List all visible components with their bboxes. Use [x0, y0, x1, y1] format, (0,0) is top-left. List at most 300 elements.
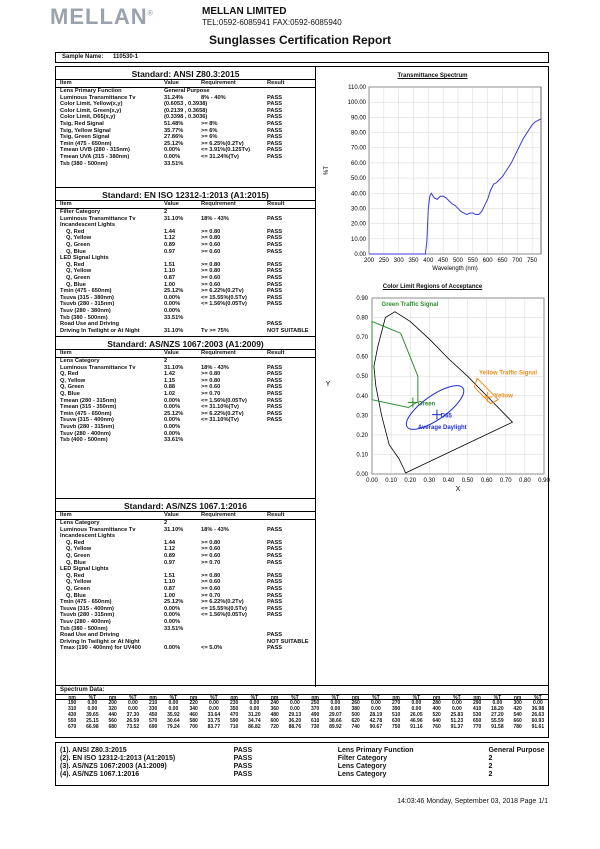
- table-cell: [164, 632, 201, 639]
- table-cell: [267, 222, 315, 229]
- table-cell: [267, 626, 315, 633]
- table-cell: Tsb (380 - 500nm): [60, 314, 108, 321]
- table-cell: PASS: [267, 101, 283, 108]
- table-cell: 25.12%: [164, 140, 184, 147]
- column-header: Item: [60, 201, 72, 207]
- table-cell: [201, 308, 267, 315]
- spectrum-column-header: nm: [392, 695, 400, 701]
- table-cell: PASS: [267, 404, 283, 411]
- summary-row: [56, 755, 548, 763]
- spectrum-cell: 640: [432, 718, 441, 724]
- table-cell: LED Signal Lights: [60, 255, 109, 262]
- yellow-signal-region: [474, 378, 498, 403]
- spectrum-cell: 27.20: [491, 712, 504, 718]
- table-cell: Q, Yellow: [66, 546, 92, 553]
- spectrum-cell: 29.07: [329, 712, 342, 718]
- table-cell: >= 0.70: [201, 592, 221, 599]
- table-cell: 1.15: [164, 377, 176, 384]
- table-cell: <= 3.91%(0.125Tv): [201, 147, 251, 154]
- spectrum-cell: 590: [229, 718, 239, 724]
- table-cell: Q, Red: [66, 261, 85, 268]
- spectrum-cell: 36.98: [531, 706, 545, 712]
- table-cell: <= 31.10%(Tv): [201, 417, 239, 424]
- table-header-row: [56, 201, 315, 209]
- color-limit-chart: [316, 290, 549, 505]
- table-row: [56, 242, 315, 249]
- column-header: Requirement: [201, 80, 236, 86]
- spectrum-cell: 550: [67, 718, 77, 724]
- spectrum-column-header: %T: [331, 695, 340, 701]
- table-cell: PASS: [267, 120, 283, 127]
- table-cell: PASS: [267, 417, 283, 424]
- table-cell: Tmean (315 - 350nm): [60, 404, 117, 411]
- spectrum-cell: 83.77: [207, 724, 221, 730]
- spectrum-cell: 220: [189, 700, 198, 706]
- spectrum-cell: 79.24: [167, 724, 180, 730]
- table-cell: [267, 161, 315, 168]
- table-cell: [267, 88, 315, 95]
- region-label: Average Daylight: [417, 425, 467, 432]
- spectrum-cell: 350: [229, 706, 239, 712]
- table-row: [56, 358, 315, 365]
- spectrum-cell: 680: [108, 724, 117, 730]
- table-cell: Q, Blue: [60, 390, 80, 397]
- spectrum-cell: 66.98: [86, 724, 99, 730]
- table-cell: [201, 632, 267, 639]
- color-chart-title: Color Limit Regions of Acceptance: [382, 284, 483, 290]
- table-row: [56, 154, 315, 161]
- table-row: [56, 639, 315, 646]
- y-tick-label: 80.00: [350, 130, 366, 137]
- table-cell: Q, Red: [66, 572, 85, 579]
- spectrum-column-header: %T: [291, 695, 299, 701]
- spectrum-cell: 0.00: [209, 700, 219, 706]
- table-cell: Tmean UVA (315 - 380nm): [60, 153, 130, 160]
- table-row: [56, 573, 315, 580]
- table-cell: 0.00%: [164, 307, 181, 314]
- table-cell: PASS: [267, 384, 283, 391]
- y-tick-label: 0.00: [354, 252, 366, 258]
- table-row: [56, 384, 315, 391]
- table-cell: 27.86%: [164, 134, 184, 141]
- table-cell: PASS: [267, 127, 283, 134]
- table-row: [56, 95, 315, 102]
- spectrum-cell: 0.00: [87, 700, 98, 706]
- spectrum-cell: 34.74: [248, 718, 261, 724]
- table-cell: NOT SUITABLE: [267, 638, 309, 645]
- spectrum-cell: 740: [351, 724, 360, 730]
- table-cell: 0.00%: [164, 301, 181, 308]
- summary-cell: (3). AS/NZS 1067:2003 (A1:2009): [60, 763, 167, 770]
- table-cell: NOT SUITABLE: [267, 327, 309, 334]
- table-cell: PASS: [267, 153, 283, 160]
- table-cell: [201, 108, 267, 115]
- table-cell: >= 0.80: [201, 228, 221, 235]
- spectrum-column-header: %T: [129, 695, 137, 701]
- spectrum-column-header: %T: [453, 695, 461, 701]
- green-signal-region: [372, 321, 418, 407]
- table-cell: PASS: [267, 288, 283, 295]
- x-tick-label: 0.30: [423, 478, 436, 484]
- table-cell: PASS: [267, 579, 283, 586]
- spectrum-cell: 670: [67, 724, 77, 730]
- spectrum-cell: 29.13: [288, 712, 302, 718]
- table-cell: PASS: [267, 526, 283, 533]
- summary-cell: (1). ANSI Z80.3:2015: [60, 747, 127, 754]
- table-cell: 1.00: [164, 281, 176, 288]
- table-cell: Tmax (190 - 400nm) for UV400: [60, 645, 141, 652]
- spectrum-cell: 240: [270, 700, 279, 706]
- x-tick-label: 0.10: [385, 478, 397, 484]
- table-cell: Q, Blue: [66, 559, 86, 566]
- table-cell: Tsb (380 - 500nm): [60, 160, 108, 167]
- spectrum-column-header: nm: [311, 695, 319, 701]
- spectrum-cell: 500: [351, 712, 360, 718]
- table-row: [56, 411, 315, 418]
- summary-cell: Lens Category: [337, 771, 387, 778]
- table-cell: >= 0.60: [201, 241, 221, 248]
- table-row: [56, 315, 315, 322]
- spectrum-cell: 780: [513, 724, 522, 730]
- table-row: [56, 229, 315, 236]
- table-cell: 0.00%: [164, 417, 181, 424]
- table-cell: Luminous Transmittance Tv: [60, 364, 136, 371]
- x-tick-label: 350: [408, 258, 419, 264]
- spectrum-column-header: nm: [189, 695, 198, 701]
- table-cell: Q, Yellow: [66, 268, 92, 275]
- spectrum-cell: 490: [310, 712, 320, 718]
- table-cell: PASS: [267, 241, 283, 248]
- table-cell: 1.44: [164, 228, 176, 235]
- table-row: [56, 560, 315, 567]
- table-cell: [201, 321, 267, 328]
- spectrum-cell: 36.20: [288, 718, 302, 724]
- table-cell: 1.02: [164, 390, 176, 397]
- table-cell: Q, Red: [66, 539, 85, 546]
- table-row: [56, 424, 315, 431]
- table-cell: PASS: [267, 228, 283, 235]
- spectrum-cell: 560: [108, 718, 117, 724]
- table-cell: 0.00%: [164, 397, 181, 404]
- table-cell: >= 0.60: [201, 384, 221, 391]
- table-cell: 0.00%: [164, 430, 181, 437]
- table-row: [56, 579, 315, 586]
- table-row: [56, 114, 315, 121]
- table-cell: 0.87: [164, 585, 176, 592]
- table-row: [56, 235, 315, 242]
- y-tick-label: 0.10: [356, 452, 368, 459]
- x-tick-label: 700: [512, 258, 523, 264]
- table-cell: PASS: [267, 539, 283, 546]
- table-cell: [201, 520, 267, 527]
- spectrum-cell: 0.00: [290, 706, 300, 712]
- spectrum-cell: 0.00: [371, 706, 381, 712]
- spectrum-cell: 360: [270, 706, 279, 712]
- table-cell: 25.12%: [164, 599, 184, 606]
- summary-cell: 2: [488, 763, 493, 770]
- table-cell: 0.97: [164, 559, 176, 566]
- table-cell: [201, 222, 267, 229]
- table-cell: 0.00%: [164, 147, 181, 154]
- spectrum-cell: 89.92: [329, 724, 342, 730]
- column-header: Item: [60, 512, 72, 518]
- table-row: [56, 619, 315, 626]
- spectrum-cell: 630: [391, 718, 401, 724]
- standard-table-ansi: [56, 67, 315, 188]
- y-tick-label: 10.00: [350, 236, 366, 243]
- spectrum-cell: 430: [67, 712, 77, 718]
- report-title: Sunglasses Certification Report: [208, 33, 392, 47]
- table-cell: >= 6%: [201, 127, 218, 134]
- table-cell: Q, Blue: [66, 592, 86, 599]
- spectrum-column-header: %T: [250, 695, 259, 701]
- spectrum-cell: 690: [148, 724, 158, 730]
- table-row: [56, 533, 315, 540]
- table-cell: Tsuv (280 - 400nm): [60, 618, 111, 625]
- spectrum-data-title: Spectrum Data:: [60, 687, 105, 693]
- table-cell: 0.00%: [164, 423, 181, 430]
- y-tick-label: 90.00: [350, 115, 366, 122]
- spectrum-column-header: %T: [412, 695, 421, 701]
- color-x-axis-label: X: [455, 486, 461, 493]
- y-tick-label: 30.00: [350, 206, 366, 213]
- company-logo: [50, 4, 154, 30]
- spectrum-cell: 86.82: [248, 724, 261, 730]
- summary-cell: PASS: [233, 771, 253, 778]
- spectrum-row: [56, 724, 548, 730]
- standard-table-asnzs-2003: [56, 337, 315, 499]
- table-cell: >= 0.80: [201, 235, 221, 242]
- spectrum-cell: 580: [189, 718, 198, 724]
- table-cell: LED Signal Lights: [60, 566, 109, 573]
- table-cell: Q, Blue: [66, 248, 86, 255]
- summary-row: [56, 747, 548, 755]
- standard-title: Standard: AS/NZS 1067:2003 (A1:2009): [56, 337, 315, 350]
- table-cell: PASS: [267, 410, 283, 417]
- table-cell: PASS: [267, 645, 283, 652]
- transmittance-series-line: [369, 119, 541, 254]
- y-tick-label: 0.40: [356, 393, 368, 400]
- table-cell: [267, 315, 315, 322]
- y-tick-label: 40.00: [350, 191, 366, 198]
- table-row: [56, 262, 315, 269]
- table-cell: <= 31.24%(Tv): [201, 153, 239, 160]
- spectrum-cell: 25.83: [450, 712, 464, 718]
- table-cell: PASS: [267, 559, 283, 566]
- region-label: Green Traffic Signal: [381, 301, 439, 308]
- table-cell: [201, 114, 267, 121]
- x-tick-label: 650: [497, 258, 508, 264]
- spectrum-cell: 0.00: [452, 706, 462, 712]
- table-cell: 1.42: [164, 371, 176, 378]
- table-cell: Tsig, Green Signal: [60, 134, 110, 141]
- table-row: [56, 632, 315, 639]
- table-cell: PASS: [267, 114, 283, 121]
- table-cell: 31.10%: [164, 327, 184, 334]
- table-cell: Q, Yellow: [66, 235, 92, 242]
- standard-title: Standard: AS/NZS 1067.1:2016: [56, 499, 315, 512]
- region-label: D65: [440, 413, 452, 420]
- spectrum-cell: 0.00: [168, 706, 179, 712]
- table-cell: Filter Category: [60, 209, 101, 215]
- spectrum-cell: 230: [229, 700, 239, 706]
- table-cell: Q, Green: [66, 274, 91, 281]
- table-cell: 1.10: [164, 268, 176, 275]
- spectrum-column-header: %T: [534, 695, 542, 701]
- table-cell: >= 0.60: [201, 585, 221, 592]
- table-cell: [164, 255, 201, 262]
- table-cell: Tv >= 75%: [201, 327, 229, 334]
- y-tick-label: 60.00: [350, 160, 366, 167]
- y-tick-label: 0.70: [356, 335, 368, 342]
- table-row: [56, 161, 315, 168]
- spectrum-cell: 570: [148, 718, 158, 724]
- column-header: Item: [60, 350, 72, 356]
- table-cell: Q, Red: [66, 228, 85, 235]
- table-cell: 31.24%: [164, 94, 184, 101]
- table-cell: >= 0.70: [201, 559, 221, 566]
- table-cell: 25.12%: [164, 410, 184, 417]
- company-contact: TEL:0592-6085941 FAX:0592-6085940: [202, 18, 342, 27]
- table-cell: Lens Primary Function: [60, 88, 122, 94]
- table-cell: 25.12%: [164, 288, 184, 295]
- table-row: [56, 255, 315, 262]
- spectrum-cell: 390: [391, 706, 401, 712]
- table-cell: PASS: [267, 632, 283, 639]
- summary-cell: Lens Category: [337, 763, 387, 770]
- spectrum-cell: 460: [189, 712, 198, 718]
- table-cell: <= 1.56%(0.05Tv): [201, 397, 247, 404]
- spectrum-cell: 210: [148, 700, 158, 706]
- table-row: [56, 626, 315, 633]
- table-cell: 0.00%: [164, 618, 181, 625]
- table-cell: >= 0.60: [201, 281, 221, 288]
- table-cell: [201, 639, 267, 646]
- spectrum-cell: 320: [108, 706, 117, 712]
- table-cell: >= 6.25%(0.2Tv): [201, 140, 244, 147]
- table-cell: Luminous Transmittance Tv: [60, 526, 136, 533]
- table-cell: 0.97: [164, 248, 176, 255]
- spectrum-cell: 660: [513, 718, 522, 724]
- table-row: [56, 295, 315, 302]
- table-cell: (0.2139 , 0.3658): [164, 107, 208, 114]
- spectrum-cell: 300: [513, 700, 522, 706]
- table-cell: Driving In Twilight or At Night: [60, 638, 140, 645]
- column-header: Requirement: [201, 512, 236, 518]
- table-cell: PASS: [267, 612, 283, 619]
- column-header: Requirement: [201, 350, 236, 356]
- table-cell: >= 6%: [201, 134, 218, 141]
- table-cell: 1.12: [164, 546, 176, 553]
- spectrum-cell: 510: [391, 712, 401, 718]
- summary-row: [56, 763, 548, 771]
- summary-cell: PASS: [233, 747, 253, 754]
- table-cell: >= 0.60: [201, 579, 221, 586]
- standard-title: Standard: ANSI Z80.3:2015: [56, 67, 315, 80]
- spectrum-cell: 470: [229, 712, 239, 718]
- summary-cell: 2: [488, 755, 493, 762]
- x-tick-label: 0.50: [461, 478, 474, 484]
- table-cell: PASS: [267, 215, 283, 222]
- spectrum-cell: 290: [472, 700, 482, 706]
- table-row: [56, 566, 315, 573]
- table-cell: 1.12: [164, 235, 176, 242]
- table-cell: [201, 437, 267, 444]
- spectrum-cell: 710: [229, 724, 239, 730]
- table-cell: Luminous Transmittance Tv: [60, 215, 136, 222]
- column-header: Result: [267, 512, 285, 518]
- x-tick-label: 450: [438, 258, 449, 264]
- x-tick-label: 750: [527, 258, 538, 264]
- table-cell: >= 0.60: [201, 248, 221, 255]
- table-row: [56, 88, 315, 95]
- table-cell: Q, Red: [60, 371, 79, 378]
- table-row: [56, 108, 315, 115]
- table-cell: <= 15.55%(0.5Tv): [201, 294, 247, 301]
- table-cell: >= 8%: [201, 120, 218, 127]
- table-row: [56, 321, 315, 328]
- summary-row: [56, 771, 548, 779]
- x-tick-label: 500: [452, 258, 463, 264]
- table-cell: <= 31.10%(Tv): [201, 404, 239, 411]
- table-cell: 18% - 43%: [201, 215, 229, 222]
- table-cell: Tsuva (315 - 380nm): [60, 294, 114, 301]
- table-cell: [201, 431, 267, 438]
- table-row: [56, 275, 315, 282]
- table-cell: [164, 639, 201, 646]
- spectrum-cell: 0.00: [290, 700, 300, 706]
- table-cell: [267, 437, 315, 444]
- table-cell: General Purpose: [164, 88, 210, 94]
- table-row: [56, 431, 315, 438]
- spectrum-column-header: %T: [169, 695, 178, 701]
- table-cell: 33.51%: [164, 160, 184, 167]
- standard-table-en-iso: [56, 188, 315, 337]
- table-cell: Tmean (280 - 315nm): [60, 397, 117, 404]
- table-cell: <= 5.0%: [201, 645, 223, 652]
- table-cell: PASS: [267, 546, 283, 553]
- spectrum-cell: 0.00: [249, 706, 260, 712]
- table-cell: [164, 533, 201, 540]
- x-tick-label: 0.90: [538, 478, 550, 484]
- table-cell: >= 6.22%(0.2Tv): [201, 288, 244, 295]
- table-cell: [201, 424, 267, 431]
- summary-cell: PASS: [233, 755, 253, 762]
- spectrum-cell: 0.00: [452, 700, 462, 706]
- table-cell: [267, 566, 315, 573]
- table-cell: 1.51: [164, 572, 176, 579]
- table-cell: >= 0.80: [201, 377, 221, 384]
- spectrum-cell: 700: [189, 724, 198, 730]
- column-header: Result: [267, 201, 285, 207]
- table-cell: Incandescent Lights: [60, 533, 115, 540]
- column-header: Result: [267, 80, 285, 86]
- x-tick-label: 0.70: [499, 478, 512, 484]
- table-cell: Q, Green: [66, 585, 91, 592]
- spectrum-cell: 340: [189, 706, 198, 712]
- x-tick-label: 0.00: [366, 478, 378, 484]
- spectrum-column-header: nm: [230, 695, 238, 701]
- table-cell: 0.00%: [164, 404, 181, 411]
- spectrum-cell: 55.59: [491, 718, 504, 724]
- standard-title: Standard: EN ISO 12312-1:2013 (A1:2015): [56, 188, 315, 201]
- spectrum-cell: 88.76: [288, 724, 302, 730]
- color-y-axis-label: Y: [325, 381, 331, 388]
- table-cell: (0.6053 , 0.3938): [164, 101, 208, 108]
- spectrum-cell: 90.67: [369, 724, 383, 730]
- spectrum-cell: 91.16: [410, 724, 423, 730]
- standard-table-asnzs-2016: [56, 499, 315, 687]
